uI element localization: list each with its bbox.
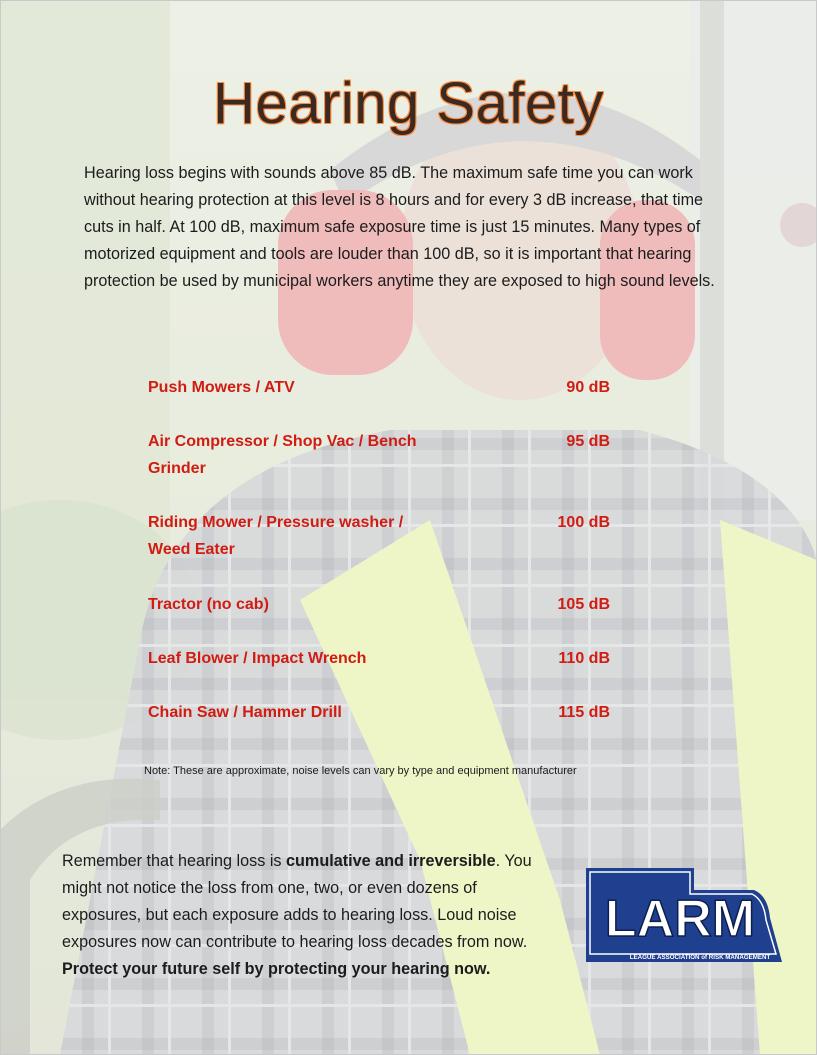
closing-paragraph [62, 848, 552, 983]
noise-level: 90 dB [566, 379, 610, 396]
approximation-note: Note: These are approximate, noise levels can vary by type and equipment manufacturer [144, 765, 577, 777]
equipment-name: Push Mowers / ATV [148, 379, 295, 396]
equipment-name: Leaf Blower / Impact Wrench [148, 650, 367, 667]
closing-text-2: . You might not notice the loss from one, two, or even dozens of exposures, but each exposure adds to hearing loss. Loud noise exposures now can contribute to hearing loss decades from now. [62, 852, 532, 951]
noise-level: 105 dB [557, 596, 610, 613]
logo-letters: LARM [604, 890, 756, 948]
logo-subtitle: LEAGUE ASSOCIATION of RISK MANAGEMENT [629, 954, 771, 961]
noise-level: 115 dB [558, 704, 610, 721]
equipment-name: Air Compressor / Shop Vac / Bench Grinder [148, 433, 417, 477]
noise-level: 100 dB [557, 514, 610, 531]
equipment-name: Tractor (no cab) [148, 596, 269, 613]
equipment-name: Riding Mower / Pressure washer / Weed Eater [148, 514, 404, 558]
page-title: Hearing Safety [213, 71, 604, 136]
noise-level: 95 dB [566, 433, 610, 450]
noise-level: 110 dB [558, 650, 610, 667]
equipment-name: Chain Saw / Hammer Drill [148, 704, 342, 721]
closing-emphasis-1: cumulative and irreversible [286, 852, 496, 870]
closing-text-1: Remember that hearing loss is [62, 852, 287, 870]
larm-logo [584, 866, 784, 966]
intro-paragraph: Hearing loss begins with sounds above 85 dB. The maximum safe time you can work without hearing protection at this level is 8 hours and for every 3 dB increase, that time cuts in half. At 100 dB, maximum safe exposure time is just 15 minutes. Many types of motorized equipment and tools are louder than 100 dB, so it is important that hearing protection be used by municipal workers anytime they are exposed to high sound levels. [84, 164, 715, 290]
closing-emphasis-2: Protect your future self by protecting your hearing now. [62, 960, 491, 978]
